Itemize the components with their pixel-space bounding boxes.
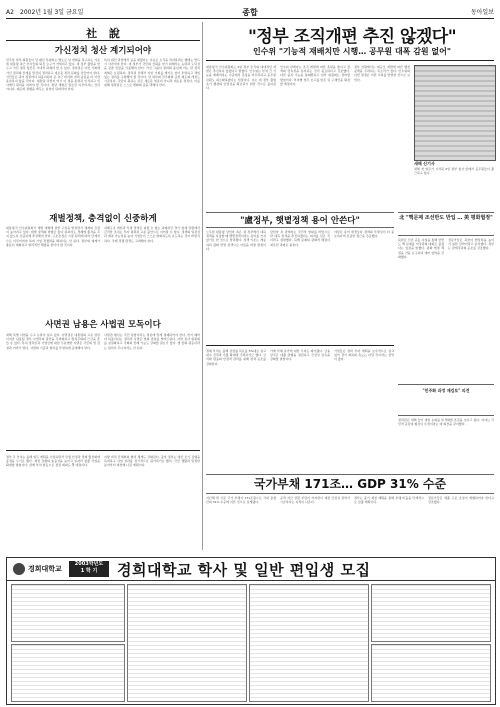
body-text: 대통령직 인수위원회가 재벌 개혁에 관한 구상을 밝히면서 재계의 긴장이 높아지고 있다. 재벌 정책의 방향은 옳다 하더라도 경제에 충격을 주지 않도록 신중하게 추진해야 한다. 구조조정은 시장 원리에 따라 단계적으로 이루어져야 하며 기업 경쟁력을 해쳐서는 안 된다. 정부와 재계가 충분히 대화하고 합리적인 해법을 찾아야 할 것이다. [6, 226, 100, 247]
body-text: 정부 안팎에서는 대규모 개편에 따른 행정 공백을 우려하는 목소리가 컸다. 인수위의 이번 결정은 이런 우려를 반영한 것으로 보인다. [354, 65, 410, 82]
page-header [6, 8, 494, 19]
body-text: 지배구조 개선과 투명 경영은 피할 수 없는 과제지만 경기 침체 상황에서 급격한 조치는 투자 위축과 고용 불안으로 이어질 수 있다. 정책의 일관성과 예측 가능성을 높여 기업들이 스스로 변화하도록 유도하는 것이 바람직하다. 국제 경쟁 환경도 고려해야 한다. [104, 226, 200, 243]
body-text: 전문가들은 북한이 협상력을 높이기 위한 전략이라고 분석했다. 정부는 관계국과의 공조를 강조했다. [448, 238, 494, 251]
ad-title: 경희대학교 학사 및 일반 편입생 모집 [117, 561, 371, 579]
ad-info-table [371, 584, 491, 642]
ad-info-table [371, 644, 491, 702]
body-text: 대통령직 인수위원회는 2일 정부 조직의 대대적인 개편은 추진하지 않겠다고 밝혔다. 인수위는 부처 간 기능을 재배치하는 수준에서 조정을 마무리하고 공무원 감원도 최소화하겠다는 입장이다. 이는 새 정부 출범 초기 행정의 안정성을 확보하기 위한 것으로 풀이된다. [206, 65, 276, 91]
section-name: 종합 [242, 8, 258, 17]
body-text: 공적 자금 상환 부담이 커지면서 재정 건전성 관리가 시급하다는 지적이 나온다. [280, 496, 350, 505]
body-text: 새해 특별 사면을 두고 논란이 일고 있다. 사면권은 대통령의 고유 권한이지만 남용될 경우 사법부의 판단을 무력화하고 법치주의의 근간을 흔들 수 있다. 특히 정치인과 기업인에 대한 무분별한 사면은 국민의 법 감정과 거리가 멀다. 사면의 기준과 절차를 투명하게 공개해야 한다. [6, 333, 100, 350]
section-rule [206, 345, 394, 346]
editorial-title: 가신정치 청산 계기되어야 [54, 46, 152, 56]
body-text: 정부는 중기 재정 계획을 통해 부채 비율을 단계적으로 낮출 계획이다. [354, 496, 424, 505]
story-headline: 국가부채 171조… GDP 31% 수준 [253, 477, 447, 491]
ad-info-table [127, 584, 247, 702]
body-text: 사면권 행사는 국민 통합이라는 명분에 맞게 절제되어야 한다. 선거 때마다 되풀이되는 정치적 사면은 법의 권위를 떨어뜨린다. 사면 심사 위원회를 실질화하고 국회의 견제 기능도 강화할 필요가 있다. 법 앞의 평등이라는 원칙이 무너져서는 안 된다. [104, 333, 200, 350]
term-badge [69, 561, 109, 577]
body-text: 새해 첫 업무가 시작된 2일 정부 청사 앞에서 공무원들이 출근하고 있다. [414, 167, 494, 176]
page-number: A2 [6, 9, 14, 16]
story-headline: "盧정부, 햇볕정책 용어 안쓴다" [240, 216, 360, 226]
body-text: 특히 대선 과정에서 공을 세웠다는 이유로 요직을 차지하려는 행태는 반드시 사라져야 한다. 새 정부가 국민의 신뢰를 얻기 위해서는 능력과 도덕성을 갖춘 인물을 기용해야 한다. 가신 그룹이 권력의 중심에 서는 한 정치 개혁은 요원하다. 정치권 전체가 이번 기회를 계기로 삼아 투명하고 책임 있는 정치를 구현해야 할 것이다. 당 내부의 민주화와 공천 제도의 개선도 시급하다. 국민이 원하는 것은 새로운 얼굴이 아니라 새로운 정치다. 이를 위해 정치권은 스스로 변화의 길을 택해야 한다. [104, 58, 200, 88]
badge-term: 1 학 기 [80, 568, 98, 574]
body-text: 야당은 용어 변경보다 정책의 투명성이 더 중요하다며 신중한 접근을 주문했다. [334, 230, 394, 239]
body-text: 인수위 관계자는 조직 개편에 따른 혼란을 줄이고 정책의 연속성을 유지하는 것이 중요하다고 강조했다. 다만 중복 기능을 통폐합하고 일부 위원회는 정비할 방침이다. 부처별 업무 보고를 받은 뒤 구체안을 확정할 예정이다. [280, 65, 350, 86]
photo-caption: 새해 신기사 [414, 161, 435, 166]
story-headline: 北 "핵문제 조선반도 반입 … 美 평화협정" [399, 215, 493, 221]
lead-headline: "정부 조직개편 추진 않겠다" [247, 27, 457, 47]
emblem-icon [13, 563, 25, 575]
section-rule [6, 450, 200, 451]
body-text: 가계 부채 증가에 대한 우려도 제기됐다. 금융 당국은 대출 관행을 점검하고 건전성 감독을 강화할 방침이다. [270, 349, 330, 362]
body-text: 정부 각 부처는 올해 업무 계획을 수립하면서 민생 안정과 경제 활성화에 중점을 두기로 했다. 재정 집행의 효율성을 높이고 일자리 창출 사업을 확대할 방침이다. 관계 부처 합동으로 점검 회의도 열 예정이다. [6, 455, 100, 468]
lead-subhead: 인수위 "기능적 재배치만 시행… 공무원 대폭 감원 없어" [252, 47, 452, 56]
body-text: 전문가들은 세출 구조 조정이 병행되어야 한다고 강조했다. [428, 496, 494, 505]
editorial-title: 사면권 남용은 사법권 모독이다 [45, 320, 161, 330]
logo-text: 경희대학교 [28, 565, 62, 573]
university-logo [13, 563, 62, 575]
column-divider [202, 22, 203, 550]
news-photo [414, 65, 496, 161]
body-text: 지난해 말 기준 국가 부채가 171조원으로 국내 총생산의 31% 수준에 이른 것으로 집계됐다. [206, 496, 276, 505]
editorial-label: 社 說 [86, 27, 124, 40]
body-text: 정치권은 새해 들어 개헌 논의를 본격화할 조짐을 보이고 있다. 여야는 국민적 공감대 형성이 우선이라는 데 의견을 같이했다. [398, 418, 494, 427]
body-text: 당선자 측 관계자는 국민적 합의를 바탕으로 한 대북 정책을 추진하겠다는 의지를 담은 것이라고 설명했다. 북핵 문제의 평화적 해결이 최우선 과제로 꼽힌다. [270, 230, 330, 247]
masthead: 동아일보 [470, 9, 494, 16]
badge-year: 2003학년도 [74, 561, 104, 567]
ad-info-table [11, 644, 125, 702]
sidebar-text: "민주화 과정 재검토" 의견 [422, 388, 470, 393]
ad-info-table [11, 584, 125, 642]
body-text: 민주당 일부 의원들이 당 쇄신 특위와는 별도로 당 개혁을 촉구하는 가운데 대통령 측근 인사들의 퇴진 요구가 거세지고 있다. 새 정부 출범을 앞두고 가신 정치 청산은 시대적 과제라 할 수 있다. 정치권은 이번 기회에 가신 정치의 잔재를 말끔히 정리하고 새로운 정치 문화를 만들어야 한다. 국민들은 과거 정권마다 되풀이되어 온 측근 비리와 권력 남용을 더 이상 용납하지 않을 것이다. 대통령 당선자 역시 이 점을 분명히 인식하고 인사에서 원칙을 지켜야 할 것이다. 정당 개혁은 말로만 이루어지는 것이 아니다. 제도와 관행을 바꾸는 실천이 뒤따라야 한다. [6, 58, 100, 92]
body-text: 지방 자치 단체와의 협력 체계도 강화된다. 중앙 정부는 예산 조기 집행을 독려하고 사업 성과를 정기적으로 평가하기로 했다. 국민 생활과 밀접한 분야부터 개선해 나갈 계획이다. [104, 455, 200, 468]
editorial-title: 재벌정책, 충격없이 신중하게 [49, 214, 157, 224]
issue-date: 2002년 1월 3일 금요일 [20, 9, 84, 16]
body-text: 기업들은 설비 투자 계획을 보수적으로 잡고 있어 경기 회복의 속도는 더딜 것이라는 전망이 많다. [334, 349, 394, 362]
ad-info-table [249, 584, 369, 702]
lead-rule [206, 60, 494, 61]
body-text: 경제 부처는 올해 성장률 목표를 5%대로 잡고 내수 진작과 수출 확대에 주력하기로 했다. 금리와 환율의 안정적 관리를 위해 정책 공조를 강화한다. [206, 349, 266, 366]
advertisement[interactable] [6, 557, 496, 705]
body-text: 북한은 신년 공동 사설을 통해 한반도 핵 문제를 미국과의 대화로 풀겠다는 입장을 밝혔다. 평화 협정 체결을 거듭 요구하며 대미 압박을 강화했다. [398, 238, 444, 259]
ad-header [7, 558, 495, 581]
editorial-rule [6, 40, 200, 41]
body-text: 노무현 대통령 당선자 측은 새 정부에서 대북 정책을 지칭할 때 햇볕정책이라는 용어를 쓰지 않기로 한 것으로 알려졌다. 정책 기조는 계승하되 평화 번영 정책으로 이름을 바꿀 방침이다. [206, 230, 266, 251]
